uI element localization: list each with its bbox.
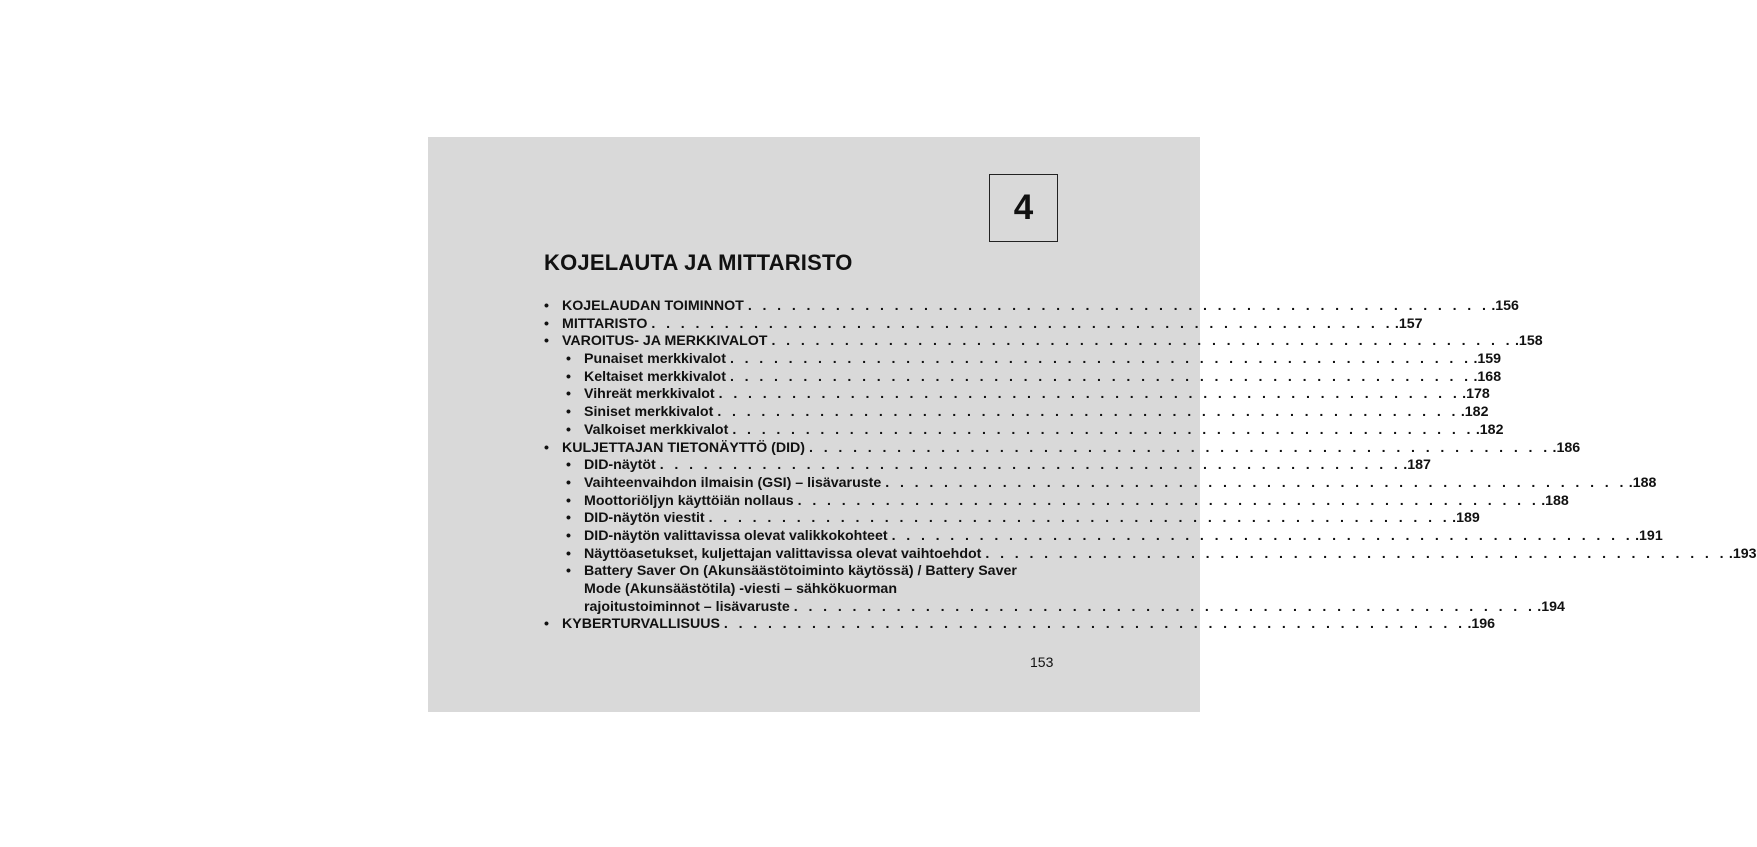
- page-number: 153: [1030, 654, 1054, 670]
- toc-item[interactable]: [540, 492, 1569, 511]
- bullet-icon: •: [544, 616, 549, 633]
- toc-leader-dots: . . . . . . . . . . . . . . . . . . . . . . . . . . . . . . . . . . . . . . . . . . . . . . . . . . .: [885, 474, 1627, 491]
- toc-item-label: MITTARISTO: [562, 315, 648, 332]
- toc-leader-dots: . . . . . . . . . . . . . . . . . . . . . . . . . . . . . . . . . . . . . . . . . . . . . . . . . . .: [723, 616, 1466, 633]
- toc-leader-dots: . . . . . . . . . . . . . . . . . . . . . . . . . . . . . . . . . . . . . . . . . . . . . . . . . . .: [985, 545, 1727, 562]
- toc-leader-dots: . . . . . . . . . . . . . . . . . . . . . . . . . . . . . . . . . . . . . . . . . . . . . . . . . . .: [659, 457, 1402, 474]
- toc-item[interactable]: [540, 386, 1490, 404]
- toc-leader-dots: . . . . . . . . . . . . . . . . . . . . . . . . . . . . . . . . . . . . . . . . . . . . . . . . . . .: [729, 351, 1472, 368]
- toc-item-page: .188: [1628, 474, 1657, 491]
- toc-item-page: .196: [1467, 616, 1496, 633]
- toc-item[interactable]: [540, 368, 1502, 387]
- toc-item-label: Moottoriöljyn käyttöiän nollaus: [584, 492, 794, 509]
- toc-item[interactable]: [540, 527, 1663, 546]
- bullet-icon: •: [566, 545, 571, 562]
- toc-item-page: .158: [1514, 333, 1543, 350]
- toc-item-page: .187: [1403, 457, 1431, 474]
- toc-item-page: .193: [1728, 545, 1757, 562]
- bullet-icon: •: [566, 510, 571, 527]
- chapter-number-box: [989, 174, 1058, 242]
- toc-item-page: .156: [1491, 298, 1519, 314]
- toc-item[interactable]: [540, 474, 1657, 493]
- toc-leader-dots: . . . . . . . . . . . . . . . . . . . . . . . . . . . . . . . . . . . . . . . . . . . . . . . . . . .: [651, 315, 1393, 332]
- toc-item[interactable]: [540, 510, 1480, 528]
- bullet-icon: •: [544, 439, 549, 456]
- bullet-icon: •: [566, 474, 571, 491]
- bullet-icon: •: [566, 404, 571, 421]
- toc-item-label: KULJETTAJAN TIETONÄYTTÖ (DID): [562, 439, 806, 456]
- toc-item[interactable]: [540, 439, 1581, 458]
- table-of-contents: [540, 298, 1757, 634]
- toc-item-label: DID-näytön valittavissa olevat valikkokohteet: [584, 527, 888, 544]
- toc-item[interactable]: [540, 457, 1431, 475]
- bullet-icon: •: [566, 492, 571, 509]
- toc-item-page: .189: [1452, 510, 1480, 527]
- toc-item-label: Valkoiset merkkivalot: [584, 421, 729, 438]
- toc-leader-dots: . . . . . . . . . . . . . . . . . . . . . . . . . . . . . . . . . . . . . . . . . . . . . . . . . . .: [717, 404, 1459, 421]
- toc-item-label: Vihreät merkkivalot: [584, 386, 715, 403]
- toc-item[interactable]: [540, 598, 1565, 617]
- toc-leader-dots: . . . . . . . . . . . . . . . . . . . . . . . . . . . . . . . . . . . . . . . . . . . . . . . . . . .: [718, 386, 1461, 403]
- toc-leader-dots: . . . . . . . . . . . . . . . . . . . . . . . . . . . . . . . . . . . . . . . . . . . . . . . . . . .: [708, 510, 1451, 527]
- toc-item-label: Mode (Akunsäästötila) -viesti – sähkökuorman: [584, 581, 897, 597]
- toc-item-page: .168: [1473, 368, 1502, 385]
- toc-item[interactable]: [540, 581, 1060, 599]
- bullet-icon: •: [566, 386, 571, 403]
- toc-leader-dots: . . . . . . . . . . . . . . . . . . . . . . . . . . . . . . . . . . . . . . . . . . . . . . . . . . .: [732, 421, 1474, 438]
- toc-item-label: KYBERTURVALLISUUS: [562, 616, 720, 633]
- toc-leader-dots: . . . . . . . . . . . . . . . . . . . . . . . . . . . . . . . . . . . . . . . . . . . . . . . . . . .: [797, 492, 1540, 509]
- toc-item-page: .194: [1537, 598, 1565, 615]
- toc-item-label: Näyttöasetukset, kuljettajan valittavissa olevat vaihtoehdot: [584, 545, 982, 562]
- toc-item-label: VAROITUS- JA MERKKIVALOT: [562, 333, 768, 350]
- bullet-icon: •: [566, 421, 571, 438]
- bullet-icon: •: [544, 315, 549, 332]
- toc-item[interactable]: [540, 333, 1543, 351]
- chapter-title: KOJELAUTA JA MITTARISTO: [544, 250, 853, 275]
- toc-item-page: .159: [1473, 351, 1502, 368]
- toc-item-label: KOJELAUDAN TOIMINNOT: [562, 298, 744, 314]
- toc-item[interactable]: [540, 421, 1504, 440]
- toc-item[interactable]: [540, 298, 1519, 316]
- bullet-icon: •: [566, 368, 571, 385]
- toc-leader-dots: . . . . . . . . . . . . . . . . . . . . . . . . . . . . . . . . . . . . . . . . . . . . . . . . . . .: [793, 598, 1536, 615]
- toc-item[interactable]: [540, 351, 1502, 369]
- toc-leader-dots: . . . . . . . . . . . . . . . . . . . . . . . . . . . . . . . . . . . . . . . . . . . . . . . . . . .: [891, 527, 1634, 544]
- toc-item[interactable]: [540, 315, 1423, 334]
- toc-item-label: Punaiset merkkivalot: [584, 351, 726, 368]
- toc-item-label: Siniset merkkivalot: [584, 404, 714, 421]
- toc-leader-dots: . . . . . . . . . . . . . . . . . . . . . . . . . . . . . . . . . . . . . . . . . . . . . . . . . . .: [729, 368, 1472, 385]
- toc-item-page: .186: [1552, 439, 1581, 456]
- toc-item-label: Vaihteenvaihdon ilmaisin (GSI) – lisävaruste: [584, 474, 882, 491]
- toc-item-label: rajoitustoiminnot – lisävaruste: [584, 598, 790, 615]
- bullet-icon: •: [566, 457, 571, 474]
- toc-item-label: Battery Saver On (Akunsäästötoiminto käytössä) / Battery Saver: [584, 563, 1017, 580]
- toc-item-page: .178: [1462, 386, 1490, 403]
- bullet-icon: •: [566, 563, 571, 580]
- toc-item-page: .188: [1541, 492, 1569, 509]
- toc-item[interactable]: [540, 616, 1496, 634]
- toc-item-label: DID-näytöt: [584, 457, 656, 474]
- bullet-icon: •: [544, 333, 549, 350]
- bullet-icon: •: [566, 527, 571, 544]
- chapter-number: 4: [1013, 188, 1034, 227]
- toc-item-page: .157: [1394, 315, 1423, 332]
- bullet-icon: •: [544, 298, 549, 314]
- toc-item[interactable]: [540, 404, 1489, 422]
- toc-leader-dots: . . . . . . . . . . . . . . . . . . . . . . . . . . . . . . . . . . . . . . . . . . . . . . . . . . .: [771, 333, 1513, 350]
- toc-item[interactable]: [540, 545, 1757, 564]
- bullet-icon: •: [566, 351, 571, 368]
- toc-item-page: .182: [1460, 404, 1489, 421]
- toc-item-page: .191: [1635, 527, 1663, 544]
- toc-item-page: .182: [1475, 421, 1504, 438]
- toc-item[interactable]: [540, 563, 1060, 581]
- toc-leader-dots: . . . . . . . . . . . . . . . . . . . . . . . . . . . . . . . . . . . . . . . . . . . . . . . . . . .: [809, 439, 1551, 456]
- toc-item-label: Keltaiset merkkivalot: [584, 368, 726, 385]
- toc-item-label: DID-näytön viestit: [584, 510, 705, 527]
- toc-leader-dots: . . . . . . . . . . . . . . . . . . . . . . . . . . . . . . . . . . . . . . . . . . . . . . . . . . .: [747, 298, 1490, 314]
